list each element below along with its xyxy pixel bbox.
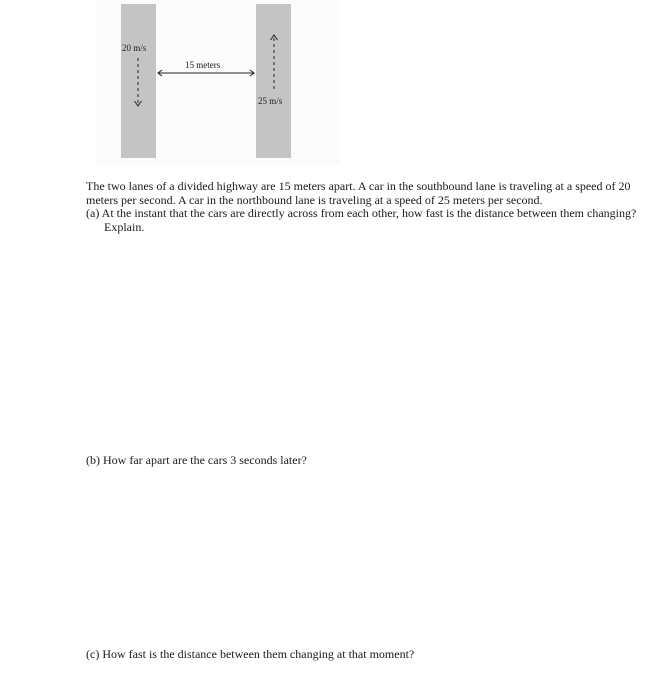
southbound-speed-label: 20 m/s — [122, 43, 147, 53]
question-a: (a) At the instant that the cars are directly across from each other, how fast is the distance between them changing? Explain. — [86, 206, 637, 234]
southbound-lane — [121, 4, 156, 158]
question-c: (c) How fast is the distance between them changing at that moment? — [86, 647, 415, 661]
highway-figure — [0, 0, 653, 170]
northbound-speed-label: 25 m/s — [258, 96, 283, 106]
distance-label: 15 meters — [185, 60, 221, 70]
question-b: (b) How far apart are the cars 3 seconds later? — [86, 453, 307, 467]
highway-diagram — [0, 0, 653, 170]
problem-intro: The two lanes of a divided highway are 15 meters apart. A car in the southbound lane is traveling at a speed of 20 meters per second. A car in the northbound lane is traveling at a speed of 25 meters per second. — [86, 179, 631, 207]
problem-text — [86, 180, 646, 234]
